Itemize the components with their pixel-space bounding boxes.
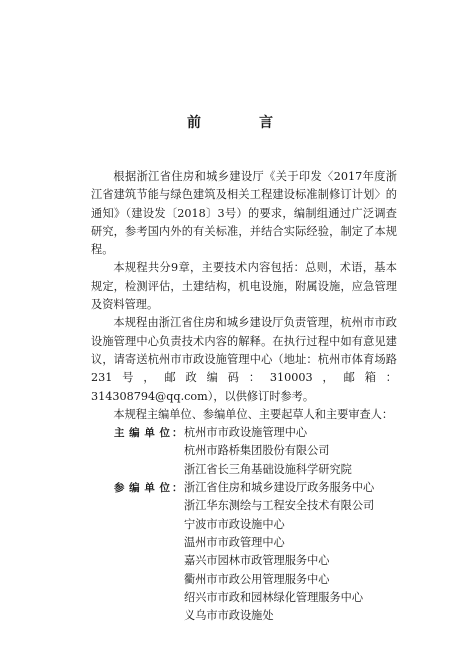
list-item: 浙江省长三角基础设施科学研究院 [184,462,352,476]
list-item: 杭州市市政设施管理中心 [184,426,308,440]
participating-units: 参编单位： 浙江省住房和城乡建设厅政务服务中心 浙江华东测绘与工程安全技术有限公司 宁波市市政设施中心 温州市市政管理中心 嘉兴市园林市政管理服务中心 衢州市市政公用管理服务中心 绍兴市市政和园林绿化管理服务中心 义乌市市政设施处 [91,479,397,625]
chief-editor-label: 主编单位 [114,427,172,440]
paragraph-management: 本规程由浙江省住房和城乡建设厅负责管理，杭州市市政设施管理中心负责技术内容的解释。在执行过程中如有意见建议，请寄送杭州市市政设施管理中心（地址：杭州市体育场路231号，邮政编码：310003，邮箱：314308794@qq.com），以供修订时参考。 [91,316,397,403]
paragraph-contents: 本规程共分9章，主要技术内容包括：总则，术语，基本规定，检测评估，土建结构，机电设施，附属设施，应急管理及资料管理。 [91,261,397,312]
list-item: 杭州市路桥集团股份有限公司 [184,444,330,458]
page-title: 前 言 [187,115,295,131]
participating-label: 参编单位 [114,482,172,495]
list-item: 绍兴市市政和园林绿化管理服务中心 [184,590,364,604]
list-item: 义乌市市政设施处 [184,609,274,623]
preface-body [91,168,397,625]
paragraph-units-intro: 本规程主编单位、参编单位、主要起草人和主要审查人： [113,407,394,421]
list-item: 浙江省住房和城乡建设厅政务服务中心 [184,481,375,495]
list-item: 浙江华东测绘与工程安全技术有限公司 [184,499,375,513]
list-item: 宁波市市政设施中心 [184,517,285,531]
participating-list [184,479,397,625]
list-item: 温州市市政管理中心 [184,535,285,549]
chief-editor-list [184,424,397,479]
chief-editor-units: 主编单位： 杭州市市政设施管理中心 杭州市路桥集团股份有限公司 浙江省长三角基础设施科学研究院 [91,424,397,479]
list-item: 衢州市市政公用管理服务中心 [184,572,330,586]
list-item: 嘉兴市园林市政管理服务中心 [184,554,330,568]
paragraph-basis: 根据浙江省住房和城乡建设厅《关于印发〈2017年度浙江省建筑节能与绿色建筑及相关工程建设标准制修订计划〉的通知》（建设发〔2018〕3号）的要求，编制组通过广泛调查研究，参考国内外的有关标准，并结合实际经验，制定了本规程。 [91,170,397,257]
